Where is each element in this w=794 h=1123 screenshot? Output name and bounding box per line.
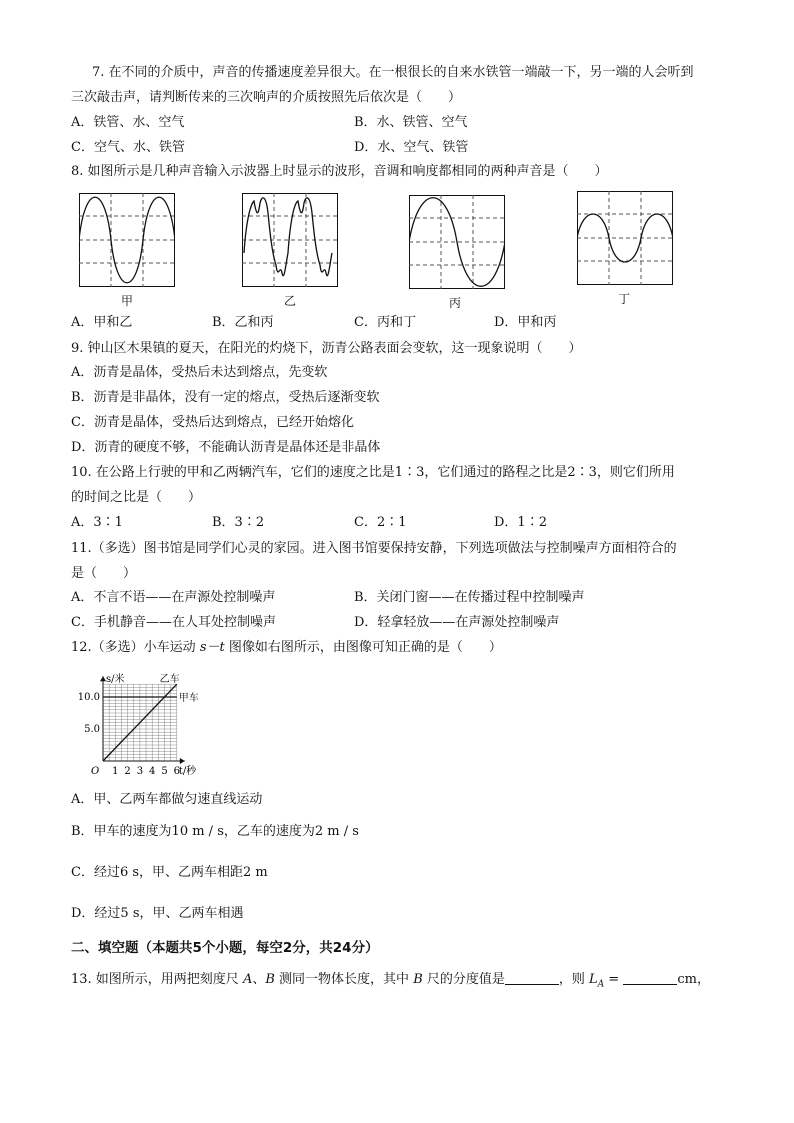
q12-option-a[interactable]: A．甲、乙两车都做匀速直线运动 <box>71 792 263 807</box>
oscilloscope-ding <box>577 191 673 285</box>
caption-bing: 丙 <box>449 296 462 310</box>
q12-line1 <box>71 639 502 657</box>
q7-option-a[interactable]: A．铁管、水、空气 <box>71 115 185 130</box>
q10-line2: 的时间之比是（ ） <box>71 490 202 505</box>
origin-label: O <box>91 766 100 777</box>
q9-option-d[interactable]: D．沥青的硬度不够，不能确认沥青是晶体还是非晶体 <box>71 440 381 455</box>
q13-ruler-b2: B <box>413 972 423 987</box>
q12-line1-math: s－t <box>199 640 225 655</box>
x-tick-label: 4 <box>149 766 156 777</box>
q13-ruler-a: A <box>242 972 253 987</box>
q10-option-d[interactable]: D．1∶2 <box>494 515 547 530</box>
x-tick-label: 5 <box>161 766 168 777</box>
x-tick-label: 2 <box>124 766 131 777</box>
x-tick-label: 1 <box>112 766 119 777</box>
q13-mid1: 、 <box>252 972 266 987</box>
st-chart <box>70 666 220 778</box>
q13-length-symbol: L <box>589 972 598 987</box>
caption-yi: 乙 <box>284 294 297 308</box>
q9-line1: 9. 钟山区木果镇的夏天，在阳光的灼烧下，沥青公路表面会变软，这一现象说明（ ） <box>71 341 582 356</box>
y-axis-label: s/米 <box>106 674 125 686</box>
q11-option-b[interactable]: B．关闭门窗——在传播过程中控制噪声 <box>354 590 585 605</box>
q13-length-sub: A <box>597 979 605 990</box>
q13-blank-1[interactable] <box>505 972 559 985</box>
x-axis-label: t/秒 <box>178 766 197 777</box>
x-axis-arrow <box>180 758 185 764</box>
q13-line1 <box>71 971 710 994</box>
q13-ruler-b: B <box>265 972 275 987</box>
q7-line1: 7. 在不同的介质中，声音的传播速度差异很大。在一根很长的自来水铁管一端敲一下，另一端的人会听到 <box>92 65 694 80</box>
q11-line1: 11.（多选）图书馆是同学们心灵的家园。进入图书馆要保持安静，下列选项做法与控制噪声方面相符合的 <box>71 541 677 556</box>
q13-blank-2[interactable] <box>623 972 677 985</box>
x-tick-label: 3 <box>136 766 144 777</box>
oscilloscope-yi <box>242 193 338 287</box>
q13-eq: = <box>604 972 624 987</box>
q12-option-b[interactable]: B．甲车的速度为10 m / s，乙车的速度为2 m / s <box>71 824 359 839</box>
q13-mid2: 测同一物体长度，其中 <box>274 972 414 987</box>
q10-option-b[interactable]: B．3∶2 <box>212 515 265 530</box>
q12-option-c[interactable]: C．经过6 s，甲、乙两车相距2 m <box>71 865 268 880</box>
q13-pre: 13. 如图所示，用两把刻度尺 <box>71 972 243 987</box>
q8-option-b[interactable]: B．乙和丙 <box>212 315 274 330</box>
q11-option-a[interactable]: A．不言不语——在声源处控制噪声 <box>71 590 276 605</box>
q9-option-b[interactable]: B．沥青是非晶体，没有一定的熔点，受热后逐渐变软 <box>71 390 380 405</box>
oscilloscope-bing <box>409 195 505 289</box>
q9-option-c[interactable]: C．沥青是晶体，受热后达到熔点，已经开始熔化 <box>71 415 354 430</box>
q8-option-c[interactable]: C．丙和丁 <box>354 315 416 330</box>
q10-line1: 10. 在公路上行驶的甲和乙两辆汽车，它们的速度之比是1∶3，它们通过的路程之比是2∶3，则它们所用 <box>71 465 675 480</box>
q11-line2: 是（ ） <box>71 566 137 581</box>
section-2-title: 二、填空题（本题共5个小题，每空2分，共24分） <box>71 940 379 956</box>
q9-option-a[interactable]: A．沥青是晶体，受热后未达到熔点，先变软 <box>71 365 328 380</box>
q11-option-d[interactable]: D．轻拿轻放——在声源处控制噪声 <box>354 615 560 630</box>
x-tick-label: 6 <box>173 766 180 777</box>
caption-jia: 甲 <box>121 294 134 308</box>
q13-mid4: ，则 <box>558 972 590 987</box>
q13-unit: cm， <box>677 972 710 987</box>
q7-option-c[interactable]: C．空气、水、铁管 <box>71 140 185 155</box>
q10-option-c[interactable]: C．2∶1 <box>354 515 407 530</box>
series-label-jia: 甲车 <box>178 693 199 704</box>
q12-line1-post: 图像如右图所示，由图像可知正确的是（ ） <box>224 640 502 655</box>
q8-line1: 8. 如图所示是几种声音输入示波器上时显示的波形，音调和响度都相同的两种声音是（ ） <box>71 164 608 179</box>
q7-option-d[interactable]: D．水、空气、铁管 <box>354 140 469 155</box>
q8-option-d[interactable]: D．甲和丙 <box>494 315 557 330</box>
q7-line2: 三次敲击声，请判断传来的三次响声的介质按照先后依次是（ ） <box>71 90 462 105</box>
caption-ding: 丁 <box>618 292 631 306</box>
q12-line1-pre: 12.（多选）小车运动 <box>71 640 200 655</box>
q8-option-a[interactable]: A．甲和乙 <box>71 315 133 330</box>
y-tick-label: 10.0 <box>77 692 100 703</box>
q12-option-d[interactable]: D．经过5 s，甲、乙两车相遇 <box>71 906 244 921</box>
oscilloscope-jia <box>79 193 175 287</box>
series-label-yi: 乙车 <box>159 674 180 686</box>
y-tick-label: 5.0 <box>84 724 100 735</box>
q7-option-b[interactable]: B．水、铁管、空气 <box>354 115 468 130</box>
q11-option-c[interactable]: C．手机静音——在人耳处控制噪声 <box>71 615 276 630</box>
q13-mid3: 尺的分度值是 <box>422 972 505 987</box>
q10-option-a[interactable]: A．3∶1 <box>71 515 123 530</box>
